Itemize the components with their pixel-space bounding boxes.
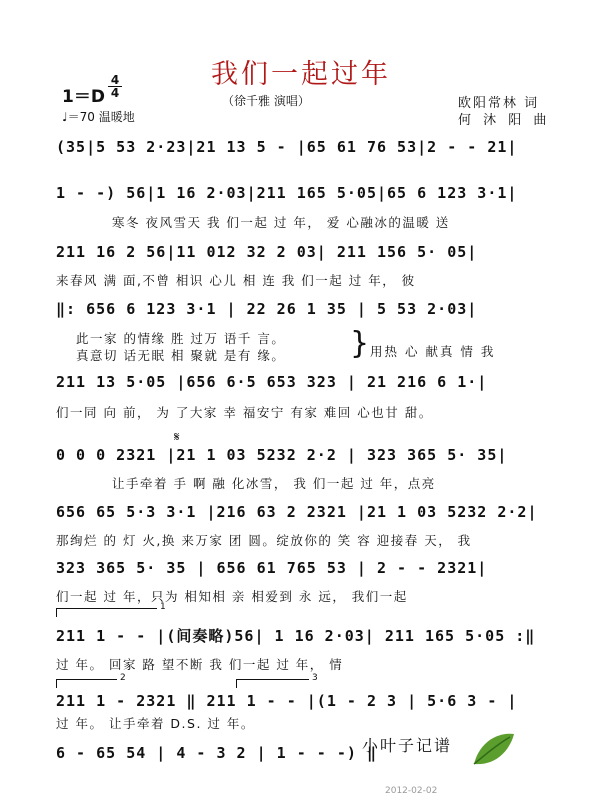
lyric-line-6: 那绚烂 的 灯 火,换 来万家 团 圆。绽放你的 笑 容 迎接春 天， 我: [56, 533, 472, 548]
score-line-6: 0 0 0 2321 |21 1 03 5232 2·2 | 323 365 5· 35|: [56, 446, 508, 464]
score-line-1: (35|5 53 2·23|21 13 5 - |65 61 76 53|2 - - 21|: [56, 138, 518, 156]
brace-symbol: }: [350, 326, 370, 361]
score-line-4: ‖: 656 6 123 3·1 | 22 26 1 35 | 5 53 2·03|: [56, 300, 478, 318]
score-line-7: 656 65 5·3 3·1 |216 63 2 2321 |21 1 03 5232 2·2|: [56, 503, 538, 521]
score-line-9: 211 1 - - |(间奏略)56| 1 16 2·03| 211 165 5·05 :‖: [56, 627, 536, 645]
score-line-8: 323 365 5· 35 | 656 61 765 53 | 2 - - 2321|: [56, 559, 488, 577]
score-line-2: 1 - -) 56|1 16 2·03|211 165 5·05|65 6 123 3·1|: [56, 184, 518, 202]
score-line-10: 211 1 - 2321 ‖ 211 1 - - |(1 - 2 3 | 5·6 3 - |: [56, 692, 518, 710]
score-line-5: 211 13 5·05 |656 6·5 653 323 | 21 216 6 1·|: [56, 373, 488, 391]
time-top: 4: [110, 73, 120, 87]
singer-credit: （徐千雅 演唱）: [222, 94, 310, 108]
lyric-line-8: 过 年。 回家 路 望不断 我 们一起 过 年， 情: [56, 657, 344, 672]
lyric-line-9: 过 年。 让手牵着 D.S. 过 年。: [56, 716, 255, 731]
composer-credit: 何 沐 阳 曲: [458, 113, 551, 128]
song-title: 我们一起过年: [211, 59, 391, 90]
lyric-line-2: 来春风 满 面,不曾 相识 心儿 相 连 我 们一起 过 年， 彼: [56, 273, 416, 288]
volta-number-1: 1: [160, 602, 166, 612]
tempo-marking: ♩＝70 温暖地: [62, 110, 135, 124]
volta-bracket-2: [56, 679, 117, 688]
lyric-line-4: 们一同 向 前， 为 了大家 幸 福安宁 有家 难回 心也甘 甜。: [56, 405, 433, 420]
score-line-11: 6 - 65 54 | 4 - 3 2 | 1 - - -) ‖: [56, 744, 377, 762]
key-signature: 1＝D: [62, 87, 105, 107]
time-bottom: 4: [108, 86, 122, 99]
brand-signature: 小叶子记谱: [362, 736, 453, 755]
lyric-line-1: 寒冬 夜风雪天 我 们一起 过 年， 爱 心融冰的温暖 送: [112, 215, 450, 230]
time-signature: [108, 74, 122, 99]
volta-bracket-3: [236, 679, 309, 688]
volta-bracket-1: [56, 608, 157, 617]
volta-number-2: 2: [120, 673, 126, 683]
lyric-line-7: 们一起 过 年，只为 相知相 亲 相爱到 永 远， 我们一起: [56, 589, 408, 604]
volta-number-3: 3: [312, 673, 318, 683]
lyricist-credit: 欧阳常林 词: [458, 96, 540, 111]
date-stamp: 2012-02-02: [385, 786, 438, 796]
leaf-icon: [470, 728, 518, 770]
segno-sign: 𝄋: [174, 430, 180, 445]
lyric-line-3b: 真意切 话无眠 相 聚就 是有 缘。: [76, 348, 286, 363]
score-line-3: 211 16 2 56|11 012 32 2 03| 211 156 5· 05|: [56, 243, 478, 261]
lyric-line-5: 让手牵着 手 啊 融 化冰雪， 我 们一起 过 年，点亮: [112, 476, 436, 491]
lyric-line-3a: 此一家 的情缘 胜 过万 语千 言。: [76, 331, 286, 346]
brace-lyric: 用热 心 献真 情 我: [370, 344, 496, 359]
